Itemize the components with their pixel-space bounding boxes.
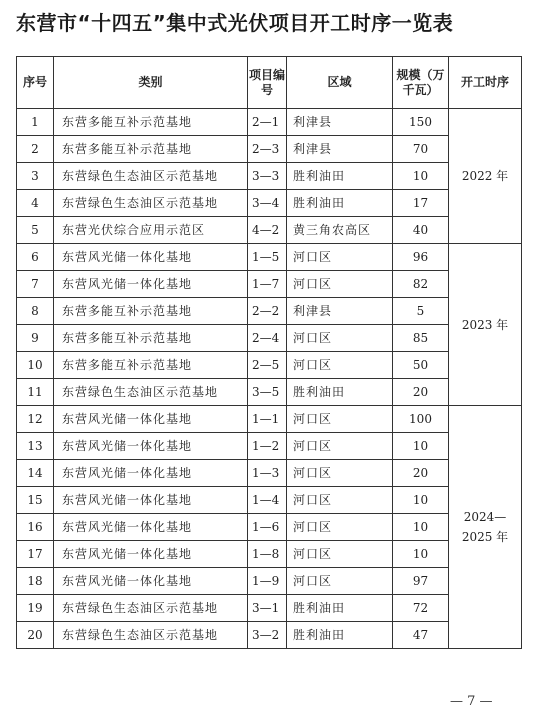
row-region-cell: 河口区 [287, 244, 393, 271]
row-scale-cell: 20 [393, 460, 449, 487]
row-region-cell: 胜利油田 [287, 595, 393, 622]
row-category-cell: 东营绿色生态油区示范基地 [54, 595, 248, 622]
row-no-cell: 2 [17, 136, 54, 163]
row-category-cell: 东营绿色生态油区示范基地 [54, 163, 248, 190]
row-scale-cell: 50 [393, 352, 449, 379]
row-scale-cell: 10 [393, 514, 449, 541]
row-code-cell: 1—2 [248, 433, 287, 460]
row-no-cell: 18 [17, 568, 54, 595]
row-no-cell: 11 [17, 379, 54, 406]
row-no-cell: 3 [17, 163, 54, 190]
row-category-cell: 东营风光储一体化基地 [54, 514, 248, 541]
row-region-cell: 利津县 [287, 136, 393, 163]
row-scale-cell: 10 [393, 541, 449, 568]
row-scale-cell: 96 [393, 244, 449, 271]
row-scale-cell: 70 [393, 136, 449, 163]
header-code: 项目编号 [248, 57, 287, 109]
row-code-cell: 2—2 [248, 298, 287, 325]
row-region-cell: 胜利油田 [287, 622, 393, 649]
table-row [17, 109, 522, 136]
table-row [17, 244, 522, 271]
row-category-cell: 东营绿色生态油区示范基地 [54, 190, 248, 217]
header-no: 序号 [17, 57, 54, 109]
row-category-cell: 东营风光储一体化基地 [54, 487, 248, 514]
header-timing: 开工时序 [449, 57, 522, 109]
table-body [17, 109, 522, 649]
row-category-cell: 东营风光储一体化基地 [54, 568, 248, 595]
row-category-cell: 东营风光储一体化基地 [54, 460, 248, 487]
timing-group-cell: 2024—2025 年 [449, 406, 522, 649]
row-code-cell: 4—2 [248, 217, 287, 244]
row-scale-cell: 10 [393, 163, 449, 190]
row-region-cell: 河口区 [287, 460, 393, 487]
table-row [17, 136, 522, 163]
row-category-cell: 东营光伏综合应用示范区 [54, 217, 248, 244]
table-row [17, 190, 522, 217]
row-no-cell: 19 [17, 595, 54, 622]
row-code-cell: 3—1 [248, 595, 287, 622]
row-no-cell: 4 [17, 190, 54, 217]
row-no-cell: 9 [17, 325, 54, 352]
table-row [17, 298, 522, 325]
header-category: 类别 [54, 57, 248, 109]
row-code-cell: 1—1 [248, 406, 287, 433]
row-scale-cell: 82 [393, 271, 449, 298]
row-code-cell: 1—6 [248, 514, 287, 541]
page-number: — 7 — [450, 694, 493, 709]
header-region: 区域 [287, 57, 393, 109]
row-code-cell: 3—5 [248, 379, 287, 406]
row-code-cell: 2—1 [248, 109, 287, 136]
row-region-cell: 胜利油田 [287, 190, 393, 217]
row-no-cell: 7 [17, 271, 54, 298]
row-category-cell: 东营风光储一体化基地 [54, 406, 248, 433]
row-region-cell: 河口区 [287, 487, 393, 514]
row-scale-cell: 40 [393, 217, 449, 244]
row-scale-cell: 10 [393, 433, 449, 460]
row-code-cell: 1—5 [248, 244, 287, 271]
row-code-cell: 1—8 [248, 541, 287, 568]
row-region-cell: 河口区 [287, 325, 393, 352]
row-region-cell: 河口区 [287, 514, 393, 541]
row-no-cell: 14 [17, 460, 54, 487]
row-no-cell: 10 [17, 352, 54, 379]
row-category-cell: 东营多能互补示范基地 [54, 109, 248, 136]
table-row [17, 379, 522, 406]
row-scale-cell: 85 [393, 325, 449, 352]
row-code-cell: 2—4 [248, 325, 287, 352]
row-no-cell: 17 [17, 541, 54, 568]
row-region-cell: 河口区 [287, 406, 393, 433]
row-code-cell: 1—4 [248, 487, 287, 514]
row-category-cell: 东营风光储一体化基地 [54, 433, 248, 460]
row-category-cell: 东营风光储一体化基地 [54, 271, 248, 298]
row-scale-cell: 100 [393, 406, 449, 433]
row-region-cell: 河口区 [287, 271, 393, 298]
row-category-cell: 东营多能互补示范基地 [54, 298, 248, 325]
row-category-cell: 东营多能互补示范基地 [54, 136, 248, 163]
row-code-cell: 3—2 [248, 622, 287, 649]
table-row [17, 325, 522, 352]
row-region-cell: 河口区 [287, 433, 393, 460]
row-code-cell: 3—3 [248, 163, 287, 190]
row-region-cell: 黄三角农高区 [287, 217, 393, 244]
row-no-cell: 15 [17, 487, 54, 514]
row-category-cell: 东营风光储一体化基地 [54, 541, 248, 568]
row-scale-cell: 20 [393, 379, 449, 406]
row-region-cell: 胜利油田 [287, 379, 393, 406]
table-row [17, 487, 522, 514]
table-row [17, 352, 522, 379]
row-code-cell: 2—5 [248, 352, 287, 379]
row-scale-cell: 97 [393, 568, 449, 595]
row-scale-cell: 5 [393, 298, 449, 325]
table-row [17, 595, 522, 622]
timing-group-cell: 2023 年 [449, 244, 522, 406]
row-code-cell: 1—3 [248, 460, 287, 487]
row-no-cell: 5 [17, 217, 54, 244]
header-scale: 规模（万千瓦） [393, 57, 449, 109]
timing-group-cell: 2022 年 [449, 109, 522, 244]
table-row [17, 163, 522, 190]
row-category-cell: 东营绿色生态油区示范基地 [54, 379, 248, 406]
row-no-cell: 8 [17, 298, 54, 325]
row-no-cell: 12 [17, 406, 54, 433]
row-region-cell: 河口区 [287, 352, 393, 379]
row-no-cell: 6 [17, 244, 54, 271]
row-scale-cell: 10 [393, 487, 449, 514]
table-row [17, 406, 522, 433]
page-title: 东营市“十四五”集中式光伏项目开工时序一览表 [16, 11, 454, 35]
row-category-cell: 东营多能互补示范基地 [54, 352, 248, 379]
row-category-cell: 东营多能互补示范基地 [54, 325, 248, 352]
table-row [17, 433, 522, 460]
row-category-cell: 东营风光储一体化基地 [54, 244, 248, 271]
row-scale-cell: 72 [393, 595, 449, 622]
row-code-cell: 1—7 [248, 271, 287, 298]
row-region-cell: 利津县 [287, 298, 393, 325]
row-no-cell: 1 [17, 109, 54, 136]
schedule-table [16, 56, 522, 649]
row-scale-cell: 150 [393, 109, 449, 136]
table-row [17, 271, 522, 298]
row-region-cell: 河口区 [287, 568, 393, 595]
table-row [17, 541, 522, 568]
row-region-cell: 利津县 [287, 109, 393, 136]
table-row [17, 217, 522, 244]
row-scale-cell: 47 [393, 622, 449, 649]
row-code-cell: 1—9 [248, 568, 287, 595]
row-region-cell: 胜利油田 [287, 163, 393, 190]
row-region-cell: 河口区 [287, 541, 393, 568]
row-no-cell: 16 [17, 514, 54, 541]
table-header [17, 57, 522, 109]
row-scale-cell: 17 [393, 190, 449, 217]
table-row [17, 568, 522, 595]
table-row [17, 514, 522, 541]
row-category-cell: 东营绿色生态油区示范基地 [54, 622, 248, 649]
row-no-cell: 13 [17, 433, 54, 460]
table-row [17, 460, 522, 487]
table-row [17, 622, 522, 649]
row-code-cell: 2—3 [248, 136, 287, 163]
row-no-cell: 20 [17, 622, 54, 649]
row-code-cell: 3—4 [248, 190, 287, 217]
